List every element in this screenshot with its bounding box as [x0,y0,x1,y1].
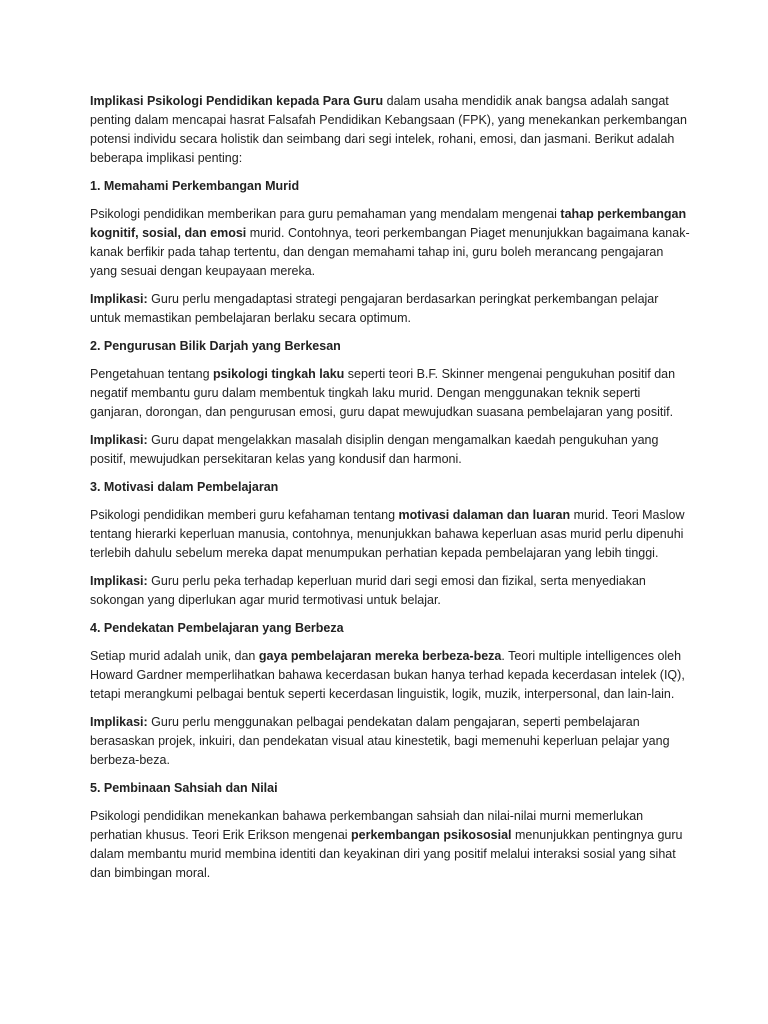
intro-text: dalam usaha mendidik anak bangsa adalah sangat penting dalam mencapai hasrat Falsafah Pendidikan Kebangsaan (FPK), yang menekankan perkembangan potensi individu secara holistik dan seimbang dari segi intelek, rohani, emosi, dan jasmani. Berikut adalah beberapa implikasi penting: [90,94,687,165]
implication-text-1: Guru perlu mengadaptasi strategi pengajaran berdasarkan peringkat perkembangan pelajar untuk memastikan pembelajaran berlaku secara optimum. [90,292,659,325]
section-body-3-b: murid. Teori Maslow tentang hierarki keperluan manusia, contohnya, menunjukkan bahawa keperluan asas murid perlu dipenuhi terlebih dahulu sebelum mereka dapat menumpukan perhatian kepada pembelajaran yang lebih tinggi. [90,508,685,560]
section-heading-5: 5. Pembinaan Sahsiah dan Nilai [90,781,278,795]
section-implication-3 [90,572,690,610]
section-body-2-b: seperti teori B.F. Skinner mengenai pengukuhan positif dan negatif membantu guru dalam membentuk tingkah laku murid. Dengan menggunakan teknik seperti ganjaran, dorongan, dan pengurusan emosi, guru dapat mewujudkan suasana pembelajaran yang positif. [90,367,676,419]
section-body-3-a: Psikologi pendidikan memberi guru kefahaman tentang [90,508,399,522]
implication-label-1: Implikasi: [90,292,148,306]
section-body-1-bold: tahap perkembangan kognitif, sosial, dan emosi [90,207,687,240]
section-heading-3: 3. Motivasi dalam Pembelajaran [90,480,279,494]
section-body-4-b: . Teori multiple intelligences oleh Howard Gardner memperlihatkan bahawa kecerdasan bukan hanya terhad kepada kecerdasan intelek (IQ), tetapi merangkumi pelbagai bentuk seperti kecerdasan linguistik, logik, muzik, interpersonal, dan lain-lain. [90,649,685,701]
section-body-1 [90,205,690,281]
section-body-5-bold: perkembangan psikososial [351,828,512,842]
section-body-1-a: Psikologi pendidikan memberikan para guru pemahaman yang mendalam mengenai [90,207,561,221]
section-body-3 [90,506,690,563]
section-body-3-bold: motivasi dalaman dan luaran [398,508,571,522]
section-implication-4 [90,713,690,770]
section-body-2-bold: psikologi tingkah laku [213,367,345,381]
section-body-4-a: Setiap murid adalah unik, dan [90,649,259,663]
section-body-5-b: menunjukkan pentingnya guru dalam membantu murid membina identiti dan keyakinan diri yang positif melalui interaksi sosial yang sihat dan bimbingan moral. [90,828,683,880]
section-heading-4: 4. Pendekatan Pembelajaran yang Berbeza [90,621,344,635]
section-body-5-a: Psikologi pendidikan menekankan bahawa perkembangan sahsiah dan nilai-nilai murni memerlukan perhatian khusus. Teori Erik Erikson mengenai [90,809,644,842]
implication-text-3: Guru perlu peka terhadap keperluan murid dari segi emosi dan fizikal, serta menyediakan sokongan yang diperlukan agar murid termotivasi untuk belajar. [90,574,646,607]
section-implication-2 [90,431,690,469]
section-body-5 [90,807,690,883]
implication-label-4: Implikasi: [90,715,148,729]
section-body-4 [90,647,690,704]
intro-paragraph [90,92,690,168]
section-body-4-bold: gaya pembelajaran mereka berbeza-beza [258,649,502,663]
section-heading-1: 1. Memahami Perkembangan Murid [90,179,300,193]
implication-label-3: Implikasi: [90,574,148,588]
implication-label-2: Implikasi: [90,433,148,447]
intro-title-bold: Implikasi Psikologi Pendidikan kepada Para Guru [90,94,384,108]
section-body-1-b: murid. Contohnya, teori perkembangan Piaget menunjukkan bagaimana kanak-kanak berfikir pada tahap tertentu, dan dengan memahami tahap ini, guru boleh merancang pengajaran yang sesuai dengan keupayaan mereka. [90,226,690,278]
implication-text-4: Guru perlu menggunakan pelbagai pendekatan dalam pengajaran, seperti pembelajaran berasaskan projek, inkuiri, dan pendekatan visual atau kinestetik, bagi memenuhi keperluan pelajar yang berbeza-beza. [90,715,670,767]
section-body-2 [90,365,690,422]
section-heading-2: 2. Pengurusan Bilik Darjah yang Berkesan [90,339,341,353]
document-page [90,92,690,892]
implication-text-2: Guru dapat mengelakkan masalah disiplin dengan mengamalkan kaedah pengukuhan yang positif, mewujudkan persekitaran kelas yang kondusif dan harmoni. [90,433,659,466]
section-implication-1 [90,290,690,328]
section-body-2-a: Pengetahuan tentang [90,367,214,381]
